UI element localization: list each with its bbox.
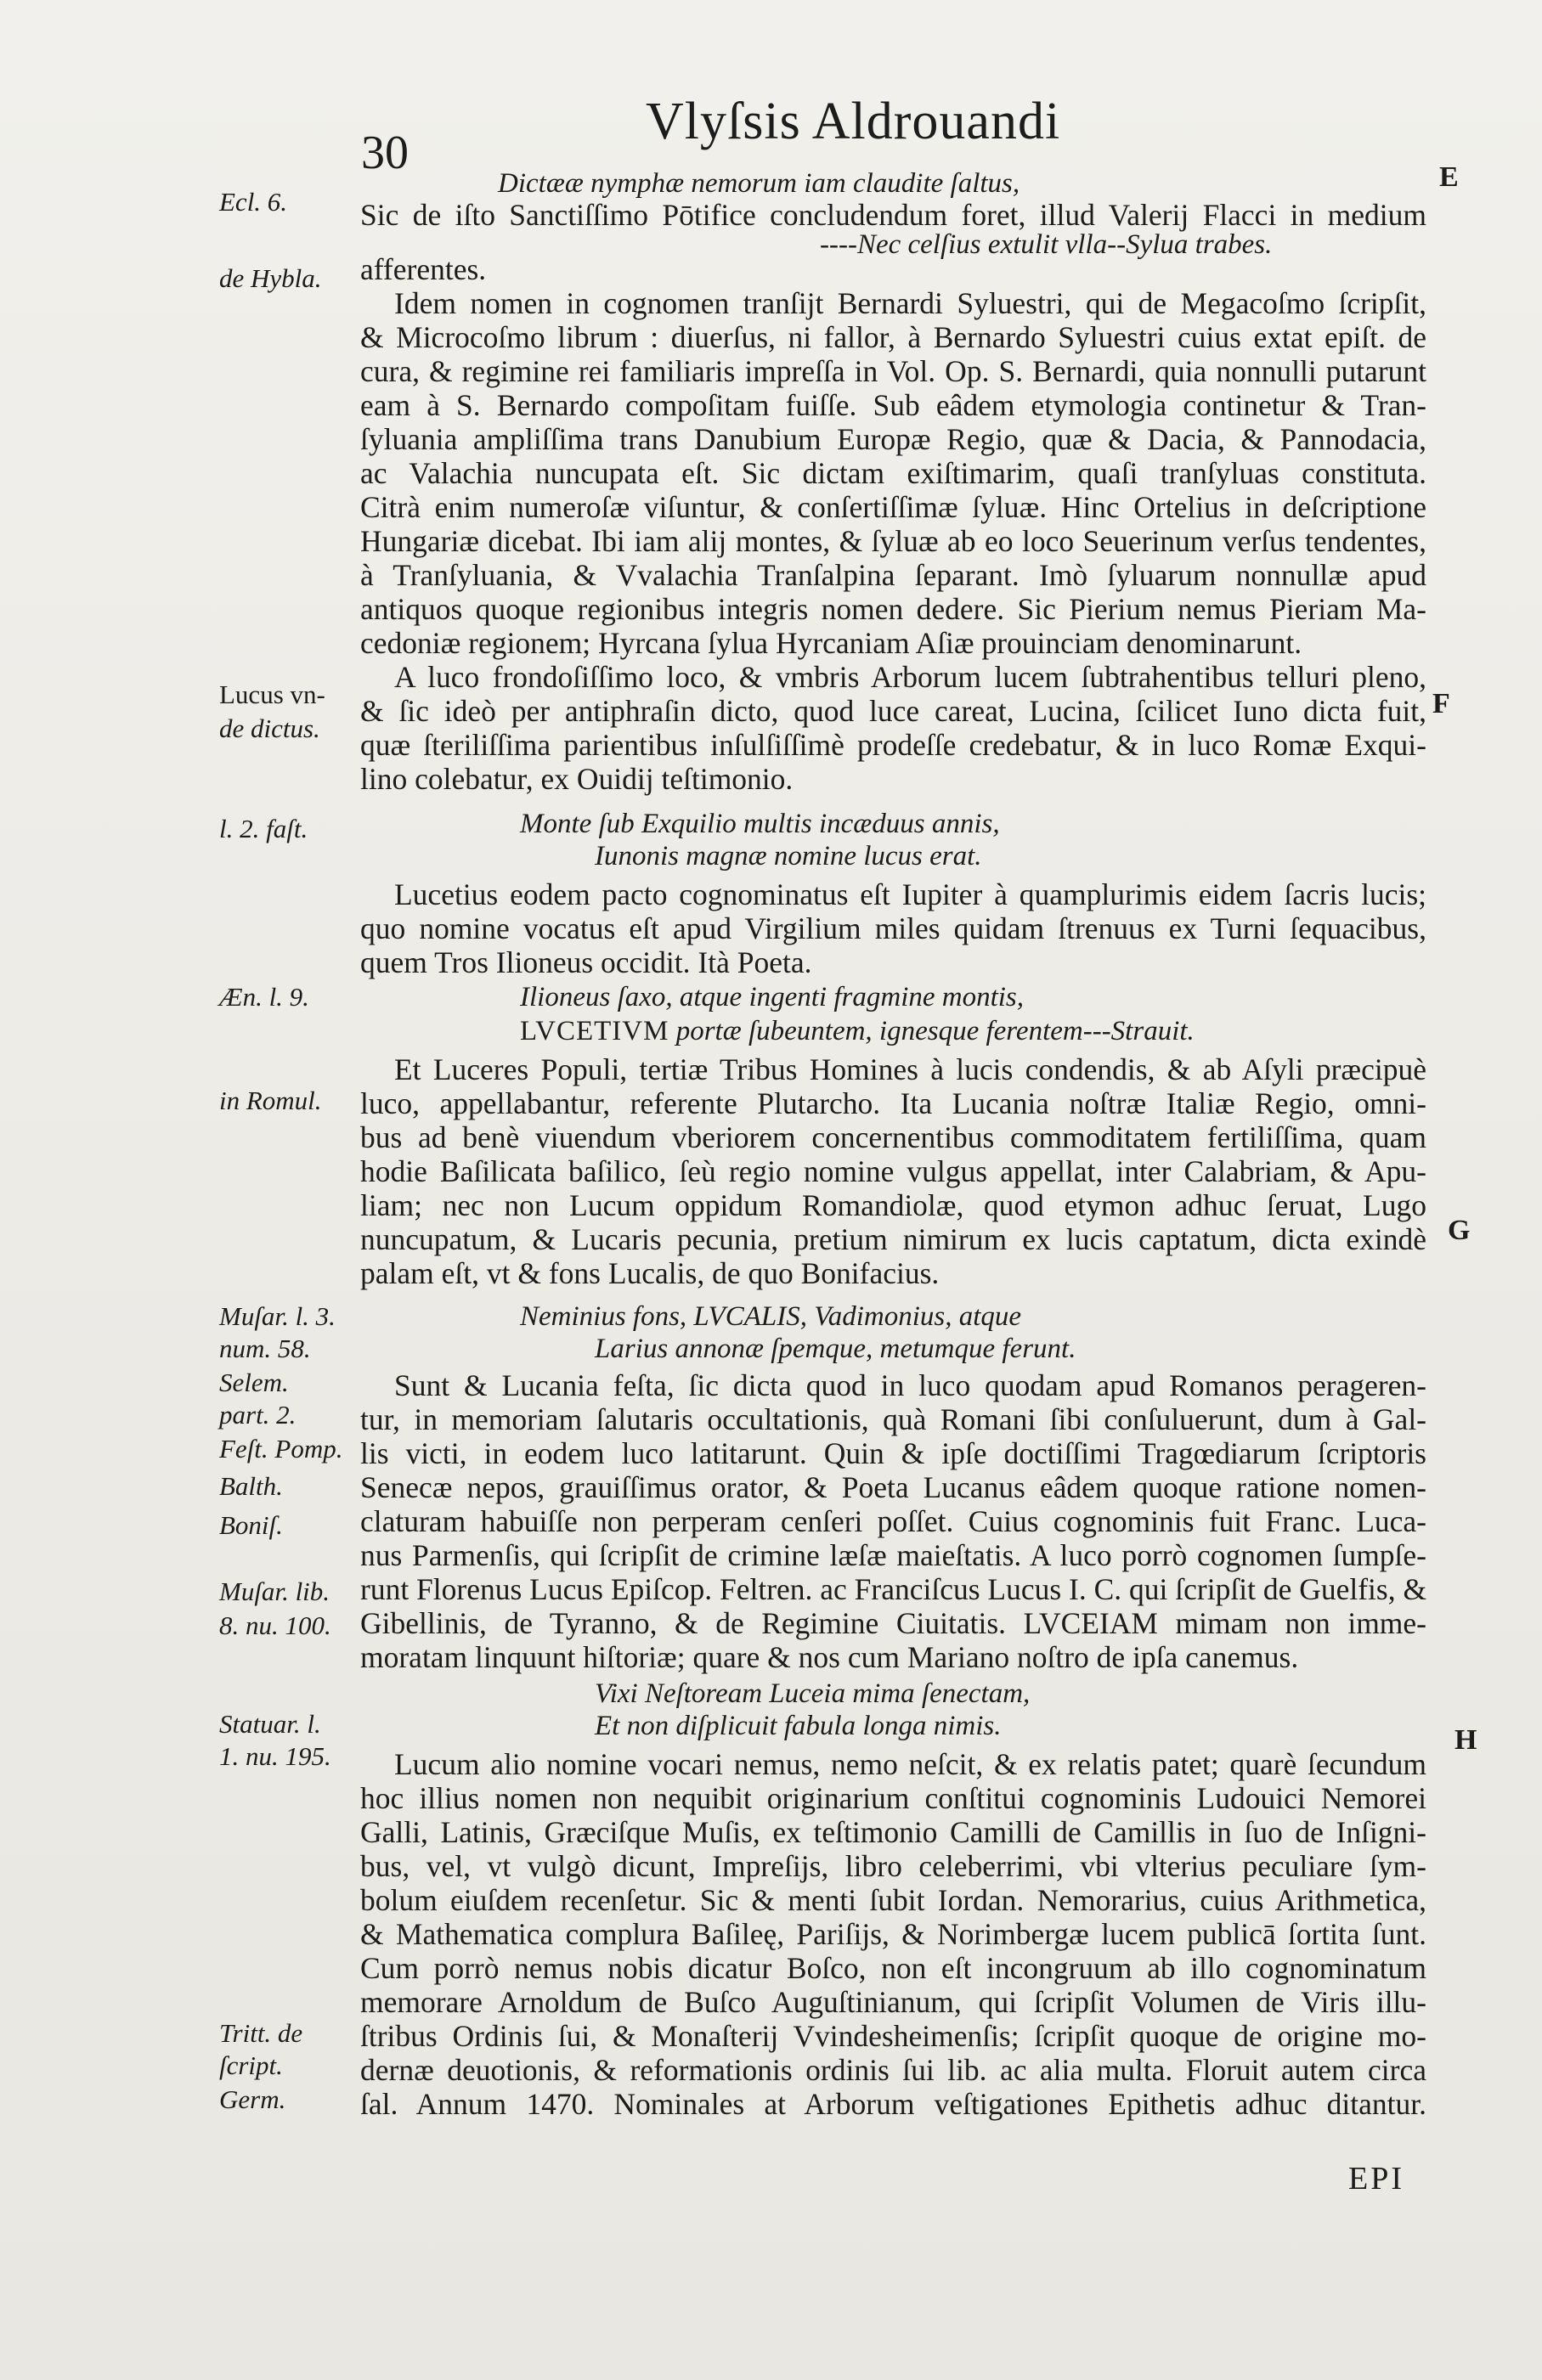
verse-rest: portæ ſubeuntem, ignesque ferentem---Strauit. xyxy=(669,1016,1195,1046)
text-line: Sic de iſto Sanctiſſimo Pōtifice concludendum foret, illud Valerij Flacci in medium xyxy=(360,198,1426,232)
text-line: palam eſt, vt & fons Lucalis, de quo Bonifacius. xyxy=(360,1256,940,1290)
text-line: A luco frondoſiſſimo loco, & vmbris Arborum lucem ſubtrahentibus telluri pleno, xyxy=(394,660,1426,694)
margin-note: Boniſ. xyxy=(219,1510,283,1540)
text-line: ſtribus Ordinis ſui, & Monaſterij Vvindesheimenſis; ſcripſit quoque de origine mo- xyxy=(360,2019,1426,2053)
verse-line: Vixi Neſtoream Luceia mima ſenectam, xyxy=(595,1678,1031,1709)
text-line: dernæ deuotionis, & reformationis ordinis ſui lib. ac alia multa. Floruit autem circa xyxy=(360,2053,1426,2087)
page-number: 30 xyxy=(361,127,409,179)
text-line: bolum eiuſdem recenſetur. Sic & menti ſubit Iordan. Nemorarius, cuius Arithmetica, xyxy=(360,1883,1426,1917)
text-line: luco, appellabantur, referente Plutarcho. Ita Lucania noſtræ Italiæ Regio, omni- xyxy=(360,1086,1426,1120)
margin-note: de dictus. xyxy=(219,713,320,743)
text-line: & Microcoſmo librum : diuerſus, ni fallor, à Bernardo Syluestri cuius extat epiſt. de xyxy=(360,320,1426,354)
text-line: nuncupatum, & Lucaris pecunia, pretium nimirum ex lucis captatum, dicta exindè xyxy=(360,1222,1426,1256)
text-line: ſyluania ampliſſima trans Danubium Europæ Regio, quæ & Dacia, & Pannodacia, xyxy=(360,422,1426,456)
text-line: lis victi, in eodem luco latitarunt. Quin & ipſe doctiſſimi Tragœdiarum ſcriptoris xyxy=(360,1436,1426,1470)
margin-note: num. 58. xyxy=(219,1334,311,1363)
margin-letter-g: G xyxy=(1448,1215,1471,1246)
text-line: ſal. Annum 1470. Nominales at Arborum veſtigationes Epithetis adhuc ditantur. xyxy=(360,2087,1426,2121)
text-line: Sunt & Lucania feſta, ſic dicta quod in luco quodam apud Romanos perageren- xyxy=(394,1368,1426,1402)
verse-line: Ilioneus ſaxo, atque ingenti fragmine montis, xyxy=(520,982,1025,1012)
margin-note: Ecl. 6. xyxy=(219,187,288,217)
margin-letter-e: E xyxy=(1439,161,1459,193)
margin-note: 1. nu. 195. xyxy=(219,1741,331,1771)
text-line: afferentes. xyxy=(360,252,487,286)
text-line: moratam linquunt hiſtoriæ; quare & nos cum Mariano noſtro de ipſa canemus. xyxy=(360,1640,1299,1674)
text-line: Lucetius eodem pacto cognominatus eſt Iupiter à quamplurimis eidem ſacris lucis; xyxy=(394,877,1426,911)
text-line: tur, in memoriam ſalutaris occultationis, quà Romani ſibi conſuluerunt, dum à Gal- xyxy=(360,1402,1426,1436)
margin-note: Feſt. Pomp. xyxy=(219,1434,343,1464)
margin-letter-h: H xyxy=(1454,1724,1477,1756)
margin-note: in Romul. xyxy=(219,1086,322,1115)
text-line: à Tranſyluania, & Vvalachia Tranſalpina ſeparant. Imò ſyluarum nonnullæ apud xyxy=(360,558,1426,592)
text-line: antiquos quoque regionibus integris nomen dedere. Sic Pierium nemus Pieriam Ma- xyxy=(360,592,1426,626)
text-line: claturam habuiſſe non perperam cenſeri poſſet. Cuius cognominis fuit Franc. Luca- xyxy=(360,1504,1426,1538)
margin-note: Æn. l. 9. xyxy=(219,982,309,1012)
verse-line: Monte ſub Exquilio multis incæduus annis, xyxy=(520,809,1000,839)
text-line: runt Florenus Lucus Epiſcop. Feltren. ac Franciſcus Lucus I. C. qui ſcripſit de Guelfis, & xyxy=(360,1572,1427,1606)
text-line: bus ad benè viuendum vberiorem concernentibus commoditatem fertiliſſima, quam xyxy=(360,1120,1426,1154)
verse-line xyxy=(520,1016,1195,1047)
text-line: ac Valachia nuncupata eſt. Sic dictam exiſtimarim, quaſi tranſyluas constituta. xyxy=(360,456,1426,490)
text-line: nus Parmenſis, qui ſcripſit de crimine læſæ maieſtatis. A luco porrò cognomen ſumpſe- xyxy=(360,1538,1426,1572)
text-line: cura, & regimine rei familiaris impreſſa in Vol. Op. S. Bernardi, quia nonnulli putarunt xyxy=(360,354,1426,388)
text-line: Citrà enim numeroſæ viſuntur, & conſertiſſimæ ſyluæ. Hinc Ortelius in deſcriptione xyxy=(360,490,1426,524)
verse-line: Larius annonæ ſpemque, metumque ferunt. xyxy=(595,1334,1076,1364)
margin-note: ſcript. xyxy=(219,2050,283,2080)
verse-line: Iunonis magnæ nomine lucus erat. xyxy=(595,841,982,871)
text-line: quæ ſteriliſſima parientibus inſulſiſſimè prodeſſe credebatur, & in luco Romæ Exqui- xyxy=(360,728,1426,762)
text-line: lino colebatur, ex Ouidij teſtimonio. xyxy=(360,762,794,796)
text-line: & ſic ideò per antiphraſin dicto, quod luce careat, Lucina, ſcilicet Iuno dicta fuit, xyxy=(360,694,1426,728)
margin-note: Statuar. l. xyxy=(219,1709,321,1739)
margin-note: Muſar. lib. xyxy=(219,1576,330,1606)
margin-note: part. 2. xyxy=(219,1400,297,1430)
margin-note: Germ. xyxy=(219,2084,286,2114)
text-line: liam; nec non Lucum oppidum Romandiolæ, quod etymon adhuc ſeruat, Lugo xyxy=(360,1188,1426,1222)
text-line: hodie Baſilicata baſilico, ſeù regio nomine vulgus appellat, inter Calabriam, & Apu- xyxy=(360,1154,1426,1188)
text-line: Senecæ nepos, grauiſſimus orator, & Poeta Lucanus eâdem quoque ratione nomen- xyxy=(360,1470,1426,1504)
verse-caps: LVCETIVM xyxy=(520,1016,669,1046)
text-line: memorare Arnoldum de Buſco Auguſtinianum, qui ſcripſit Volumen de Viris illu- xyxy=(360,1985,1426,2019)
text-line: quem Tros Ilioneus occidit. Ità Poeta. xyxy=(360,945,812,979)
text-line: Idem nomen in cognomen tranſijt Bernardi Syluestri, qui de Megacoſmo ſcripſit, xyxy=(394,286,1426,320)
margin-note: l. 2. faſt. xyxy=(219,814,308,843)
margin-note: Tritt. de xyxy=(219,2018,303,2048)
margin-letter-f: F xyxy=(1432,688,1450,719)
text-line: cedoniæ regionem; Hyrcana ſylua Hyrcaniam Aſiæ prouinciam denominarunt. xyxy=(360,626,1302,660)
text-line: Et Luceres Populi, tertiæ Tribus Homines à lucis condendis, & ab Aſyli præcipuè xyxy=(394,1052,1426,1086)
text-line: Gibellinis, de Tyranno, & de Regimine Ciuitatis. LVCEIAM mimam non imme- xyxy=(360,1606,1426,1640)
text-line: eam à S. Bernardo compoſitam fuiſſe. Sub eâdem etymologia continetur & Tran- xyxy=(360,388,1426,422)
text-line: bus, vel, vt vulgò dicunt, Impreſijs, libro celeberrimi, vbi vlterius peculiare ſym- xyxy=(360,1849,1426,1883)
margin-note: Muſar. l. 3. xyxy=(219,1301,336,1331)
verse-line: Dictææ nymphæ nemorum iam claudite ſaltus, xyxy=(498,168,1020,199)
running-title: Vlyſsis Aldrouandi xyxy=(646,93,1061,150)
text-line: hoc illius nomen non nequibit originarium conſtitui cognominis Ludouici Nemorei xyxy=(360,1781,1426,1815)
margin-note: Lucus vn- xyxy=(219,680,325,709)
text-line: Hungariæ dicebat. Ibi iam alij montes, & ſyluæ ab eo loco Seuerinum verſus tendentes, xyxy=(360,524,1426,558)
verse-line: ----Nec celſius extulit vlla--Sylua trabes. xyxy=(820,229,1273,260)
text-line: & Mathematica complura Baſileę, Pariſijs, & Norimbergæ lucem publicā ſortita ſunt. xyxy=(360,1917,1426,1951)
text-line: Cum porrò nemus nobis dicatur Boſco, non eſt incongruum ab illo cognominatum xyxy=(360,1951,1426,1985)
margin-note: Selem. xyxy=(219,1368,289,1397)
verse-line: Neminius fons, LVCALIS, Vadimonius, atque xyxy=(520,1301,1022,1332)
margin-note: de Hybla. xyxy=(219,263,322,293)
catchword: EPI xyxy=(1348,2161,1404,2197)
margin-note: 8. nu. 100. xyxy=(219,1610,331,1640)
text-line: Lucum alio nomine vocari nemus, nemo neſcit, & ex relatis patet; quarè ſecundum xyxy=(394,1747,1426,1781)
text-line: Galli, Latinis, Græciſque Muſis, ex teſtimonio Camilli de Camillis in ſuo de Inſigni- xyxy=(360,1815,1426,1849)
verse-line: Et non diſplicuit fabula longa nimis. xyxy=(595,1711,1002,1741)
margin-note: Balth. xyxy=(219,1471,283,1501)
text-line: quo nomine vocatus eſt apud Virgilium miles quidam ſtrenuus ex Turni ſequacibus, xyxy=(360,911,1426,945)
